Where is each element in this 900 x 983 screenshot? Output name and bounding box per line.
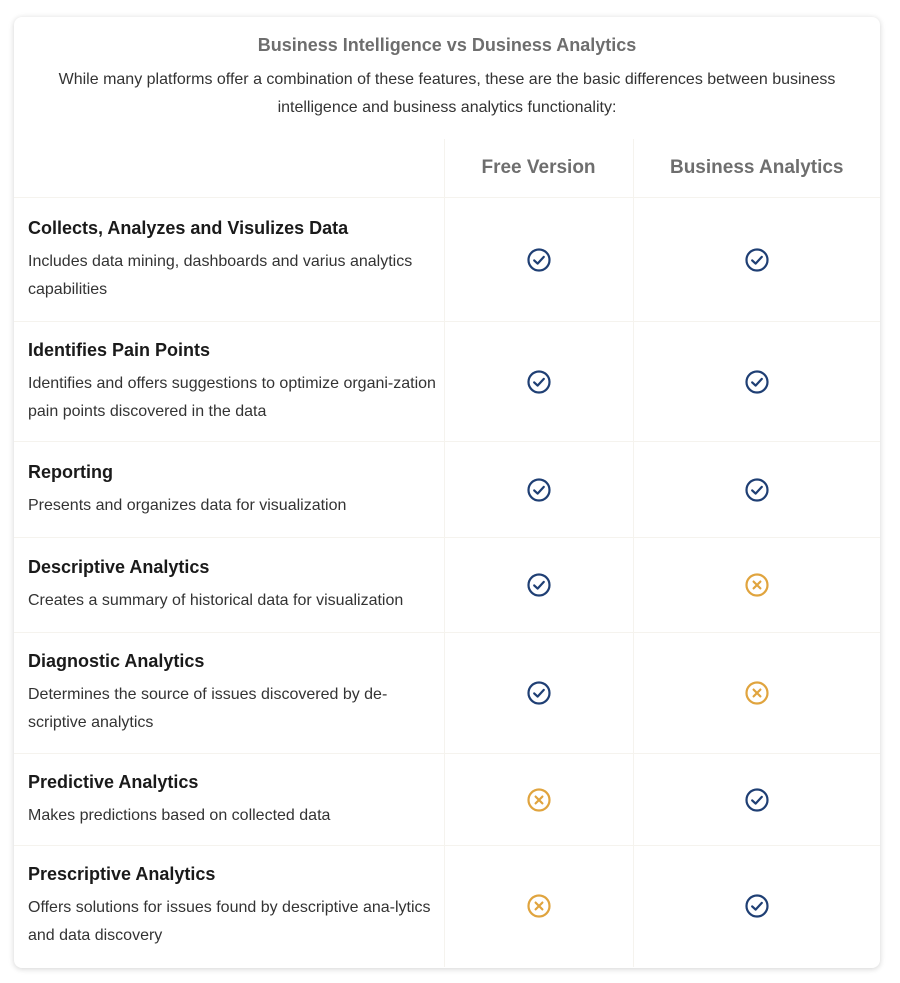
business-analytics-column-header: Business Analytics — [633, 139, 880, 198]
free-version-cell — [444, 538, 633, 633]
feature-description: Offers solutions for issues found by descriptive ana-lytics and data discovery — [28, 899, 431, 945]
table-row — [14, 198, 880, 322]
business-analytics-cell — [633, 198, 880, 322]
business-analytics-cell — [633, 322, 880, 442]
feature-cell — [14, 442, 444, 538]
check-circle-icon — [527, 370, 551, 394]
feature-name: Predictive Analytics — [28, 771, 199, 792]
business-analytics-cell — [633, 754, 880, 846]
free-version-cell — [444, 198, 633, 322]
x-circle-icon — [745, 573, 769, 597]
table-row — [14, 754, 880, 846]
table-row — [14, 442, 880, 538]
feature-description: Determines the source of issues discovered by de-scriptive analytics — [28, 686, 388, 731]
table-row — [14, 633, 880, 754]
feature-cell — [14, 754, 444, 846]
feature-description: Identifies and offers suggestions to optimize organi-zation pain points discovered in the data — [28, 374, 436, 420]
feature-cell — [14, 846, 444, 967]
check-circle-icon — [745, 894, 769, 918]
check-circle-icon — [527, 248, 551, 272]
free-version-column-header: Free Version — [444, 139, 633, 198]
card-title: Business Intelligence vs Dusiness Analytics — [257, 35, 637, 55]
feature-description: Makes predictions based on collected data — [28, 806, 331, 824]
feature-name: Identifies Pain Points — [28, 339, 211, 360]
feature-column-header — [14, 139, 444, 198]
feature-name: Prescriptive Analytics — [28, 864, 216, 885]
check-circle-icon — [527, 478, 551, 502]
comparison-card — [14, 17, 880, 968]
feature-description: Presents and organizes data for visualization — [28, 496, 347, 514]
feature-cell — [14, 322, 444, 442]
table-row — [14, 846, 880, 967]
check-circle-icon — [527, 573, 551, 597]
feature-description: Creates a summary of historical data for visualization — [28, 592, 404, 609]
feature-cell — [14, 198, 444, 322]
check-circle-icon — [745, 370, 769, 394]
feature-description: Includes data mining, dashboards and varius analytics capabilities — [28, 252, 413, 298]
business-analytics-cell — [633, 633, 880, 754]
check-circle-icon — [745, 788, 769, 812]
feature-name: Diagnostic Analytics — [28, 651, 205, 671]
x-circle-icon — [527, 894, 551, 918]
feature-cell — [14, 538, 444, 633]
feature-name: Descriptive Analytics — [28, 557, 210, 577]
business-analytics-cell — [633, 846, 880, 967]
free-version-cell — [444, 322, 633, 442]
check-circle-icon — [527, 681, 551, 705]
comparison-table — [14, 139, 880, 967]
feature-cell — [14, 633, 444, 754]
check-circle-icon — [745, 478, 769, 502]
check-circle-icon — [745, 248, 769, 272]
free-version-cell — [444, 633, 633, 754]
business-analytics-cell — [633, 538, 880, 633]
free-version-cell — [444, 442, 633, 538]
table-row — [14, 322, 880, 442]
card-subtitle: While many platforms offer a combination of these features, these are the basic differences between business intelligence and business analytics functionality: — [58, 71, 836, 116]
table-row — [14, 538, 880, 633]
free-version-cell — [444, 754, 633, 846]
feature-name: Reporting — [28, 461, 113, 482]
x-circle-icon — [527, 788, 551, 812]
feature-name: Collects, Analyzes and Visulizes Data — [28, 217, 349, 238]
free-version-cell — [444, 846, 633, 967]
business-analytics-cell — [633, 442, 880, 538]
table-header-row — [14, 139, 880, 198]
table-body — [14, 198, 880, 967]
x-circle-icon — [745, 681, 769, 705]
